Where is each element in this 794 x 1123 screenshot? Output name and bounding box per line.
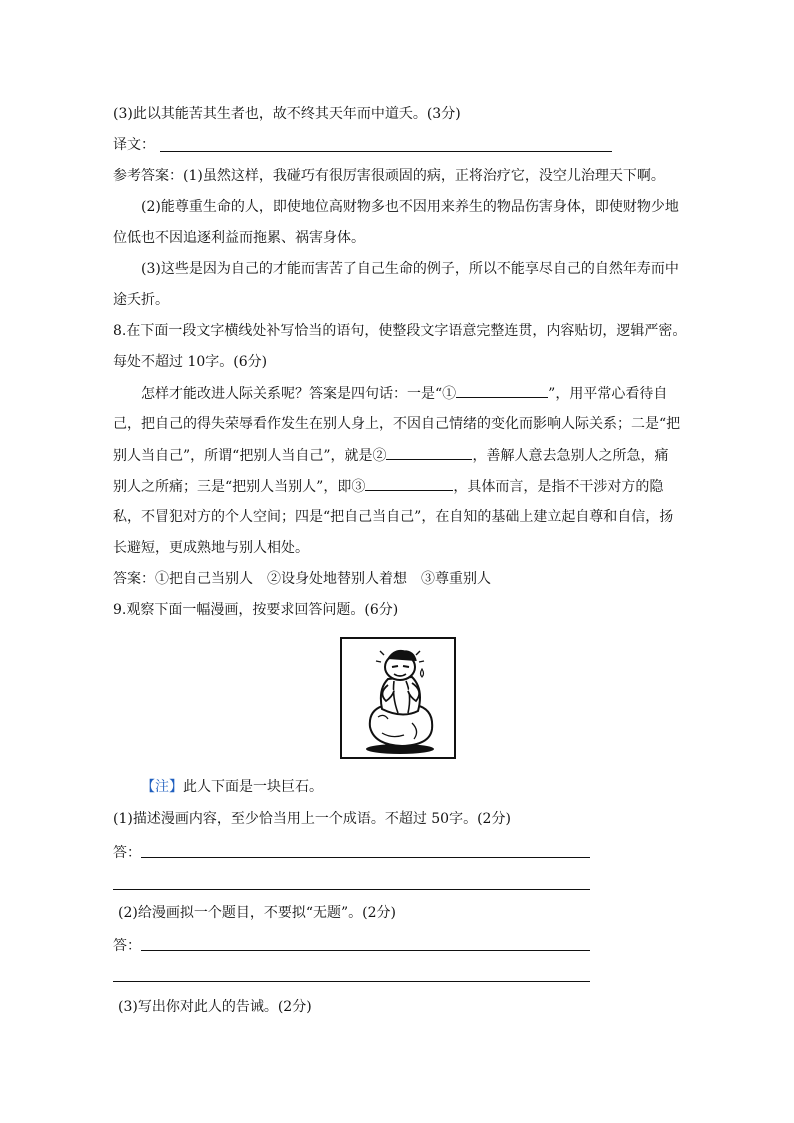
translation-label: 译文： [113,137,155,153]
translation-answer-line[interactable] [160,151,612,152]
q8-p3-text-b: ，善解人意去急别人之所急，痛 [472,448,669,464]
blank-3[interactable] [365,476,453,491]
q9-answer1-line1[interactable] [141,857,590,858]
q8-paragraph-line3 [113,445,668,466]
q7-answer-intro: 参考答案：(1)虽然这样，我碰巧有很厉害很顽固的病，正将治疗它，没空儿治理天下啊。 [113,168,665,184]
q8-p4-text-a: 别人之所痛；三是“把别人当别人”，即③ [113,479,366,495]
q8-paragraph-line4 [113,476,663,497]
q9-sub3: (3)写出你对此人的告诫。(2分) [118,999,312,1015]
cartoon-image [340,637,456,759]
q7-answer2-line2: 位低也不因追逐利益而拖累、祸害身体。 [113,230,365,246]
q9-answer-label-2: 答： [113,938,141,954]
q9-answer2-line1[interactable] [141,950,590,951]
q8-p3-text-a: 别人当自己”，所谓“把别人当自己”，就是② [113,448,387,464]
q9-answer1-line2[interactable] [113,889,590,890]
q8-stem-line1: 8.在下面一段文字横线处补写恰当的语句，使整段文字语意完整连贯，内容贴切，逻辑严密。 [113,323,687,339]
q9-answer2-line2[interactable] [113,981,590,982]
q8-p1-text-a: 怎样才能改进人际关系呢？答案是四句话：一是“① [141,386,457,402]
blank-1[interactable] [456,383,548,398]
q8-stem-line2: 每处不超过 10字。(6分) [113,354,268,370]
q8-paragraph-line2: 己，把自己的得失荣辱看作发生在别人身上，不因自己情绪的变化而影响人际关系；二是“把 [113,416,681,432]
q8-paragraph-line5: 私，不冒犯对方的个人空间；四是“把自己当自己”，在自知的基础上建立起自尊和自信，扬 [113,509,674,525]
blank-2[interactable] [386,445,472,460]
note-mark: 【注】 [141,779,183,795]
q8-p4-text-b: ，具体而言，是指不干涉对方的隐 [453,479,664,495]
q9-sub1: (1)描述漫画内容，至少恰当用上一个成语。不超过 50字。(2分) [113,811,511,827]
q7-item3: (3)此以其能苦其生者也，故不终其天年而中道夭。(3分) [113,106,461,122]
q9-note [141,777,323,797]
q8-p1-text-b: ”，用平常心看待自 [548,386,668,402]
q8-answer: 答案：①把自己当别人 ②设身处地替别人着想 ③尊重别人 [113,571,491,587]
q9-sub2: (2)给漫画拟一个题目，不要拟“无题”。(2分) [118,905,396,921]
q8-paragraph-line6: 长避短，更成熟地与别人相处。 [113,540,309,556]
q8-paragraph-line1 [141,383,667,404]
q7-answer3-line1: (3)这些是因为自己的才能而害苦了自己生命的例子，所以不能享尽自己的自然年寿而中 [141,261,679,277]
q9-stem: 9.观察下面一幅漫画，按要求回答问题。(6分) [113,602,399,618]
q7-answer3-line2: 途夭折。 [113,292,169,308]
q9-answer-label-1: 答： [113,845,141,861]
q7-answer2-line1: (2)能尊重生命的人，即使地位高财物多也不因用来养生的物品伤害身体，即使财物少地 [141,199,679,215]
note-text: 此人下面是一块巨石。 [183,779,323,795]
cartoon-figure [342,639,454,757]
